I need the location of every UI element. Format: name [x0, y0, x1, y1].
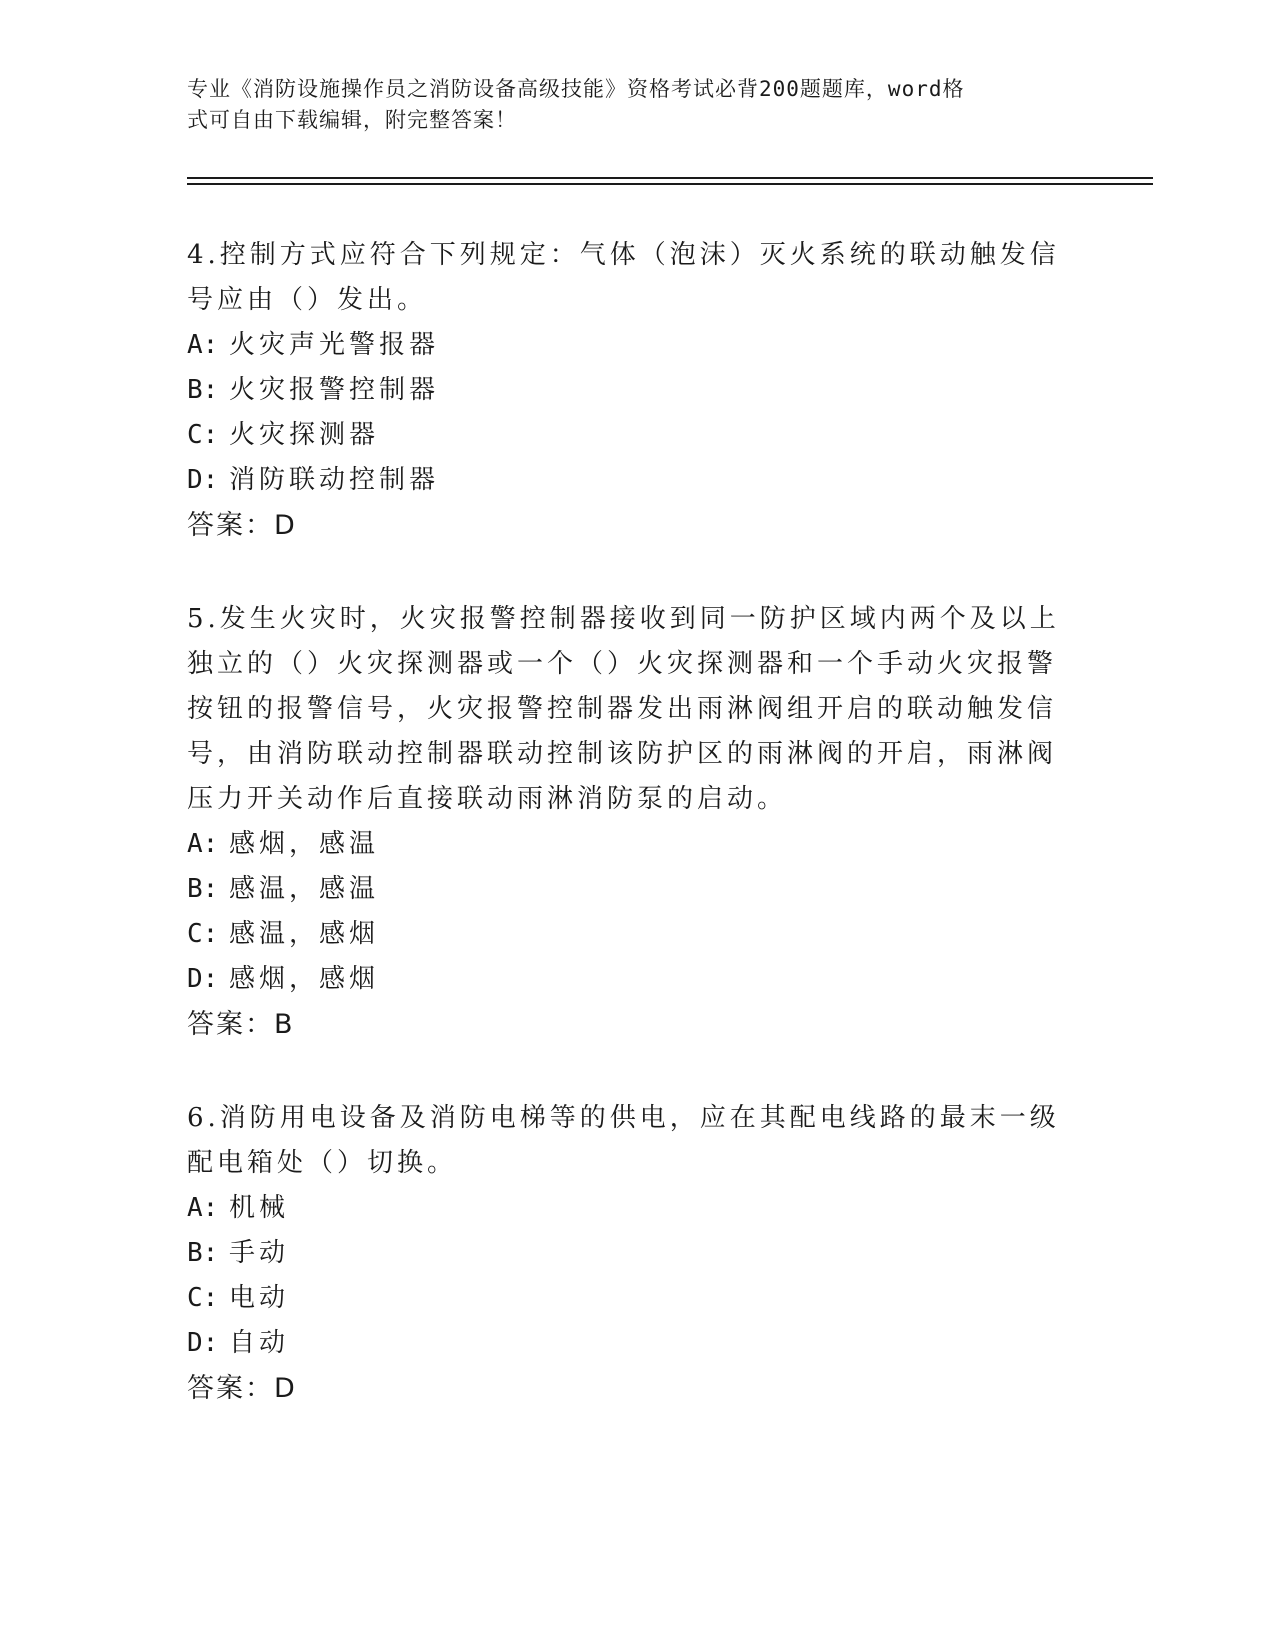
option-c — [187, 413, 1067, 458]
answer-line: 答案：D — [187, 1373, 297, 1404]
document-header: 专业《消防设施操作员之消防设备高级技能》资格考试必背200题题库，word格 式可自由下载编辑，附完整答案！ — [187, 77, 965, 132]
option-key: D: — [187, 964, 219, 994]
question-stem: 6.消防用电设备及消防电梯等的供电，应在其配电线路的最末一级配电箱处（）切换。 — [187, 1103, 1060, 1178]
option-d — [187, 1321, 1067, 1366]
option-text: 机械 — [229, 1193, 290, 1223]
question-6 — [187, 1096, 1067, 1411]
option-text: 火灾探测器 — [229, 420, 380, 450]
option-key: C: — [187, 919, 219, 949]
option-text: 感温，感烟 — [229, 919, 380, 949]
option-text: 感温，感温 — [229, 874, 380, 904]
option-text: 手动 — [229, 1238, 290, 1268]
answer-line: 答案：B — [187, 1009, 295, 1040]
question-stem: 5.发生火灾时，火灾报警控制器接收到同一防护区域内两个及以上独立的（）火灾探测器或一个（）火灾探测器和一个手动火灾报警按钮的报警信号，火灾报警控制器发出雨淋阀组开启的联动触发信号，由消防联动控制器联动控制该防护区的雨淋阀的开启，雨淋阀压力开关动作后直接联动雨淋消防泵的启动。 — [187, 604, 1060, 814]
option-text: 消防联动控制器 — [229, 465, 440, 495]
option-c — [187, 912, 1067, 957]
option-key: D: — [187, 1328, 219, 1358]
option-c — [187, 1276, 1067, 1321]
option-key: A: — [187, 1193, 219, 1223]
header-divider-bottom — [187, 183, 1153, 185]
header-divider-top — [187, 177, 1153, 179]
option-key: B: — [187, 375, 219, 405]
question-5 — [187, 597, 1067, 1047]
option-a — [187, 1186, 1067, 1231]
option-text: 感烟，感温 — [229, 829, 380, 859]
option-key: A: — [187, 330, 219, 360]
question-stem: 4.控制方式应符合下列规定：气体（泡沫）灭火系统的联动触发信号应由（）发出。 — [187, 240, 1060, 315]
option-key: C: — [187, 1283, 219, 1313]
option-d — [187, 957, 1067, 1002]
question-4 — [187, 233, 1067, 548]
option-key: C: — [187, 420, 219, 450]
option-key: B: — [187, 1238, 219, 1268]
option-text: 自动 — [229, 1328, 290, 1358]
option-text: 感烟，感烟 — [229, 964, 380, 994]
option-key: D: — [187, 465, 219, 495]
option-b — [187, 1231, 1067, 1276]
option-d — [187, 458, 1067, 503]
option-a — [187, 323, 1067, 368]
option-text: 电动 — [229, 1283, 290, 1313]
option-a — [187, 822, 1067, 867]
answer-line: 答案：D — [187, 510, 297, 541]
option-key: A: — [187, 829, 219, 859]
option-key: B: — [187, 874, 219, 904]
option-b — [187, 368, 1067, 413]
option-text: 火灾声光警报器 — [229, 330, 440, 360]
option-text: 火灾报警控制器 — [229, 375, 440, 405]
option-b — [187, 867, 1067, 912]
